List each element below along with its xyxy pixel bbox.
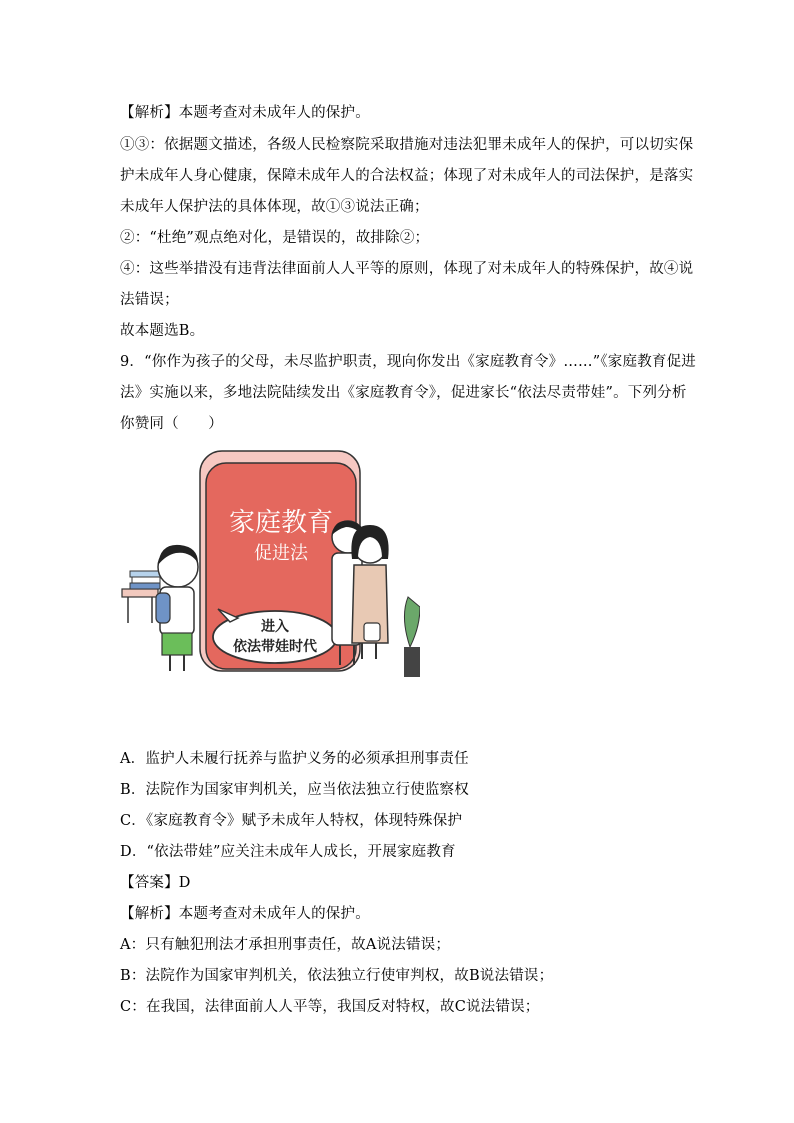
option-d: D．“依法带娃”应关注未成年人成长，开展家庭教育: [120, 844, 456, 860]
child-skirt: [162, 633, 192, 655]
question-stem-line: 法》实施以来，多地法院陆续发出《家庭教育令》，促进家长“依法尽责带娃”。下列分析: [120, 385, 687, 401]
answer-label: 【答案】D: [120, 875, 191, 891]
analysis-text-line: ①③：依据题文描述，各级人民检察院采取措施对违法犯罪未成年人的保护，可以切实保: [120, 137, 694, 153]
analysis-text-line: C：在我国，法律面前人人平等，我国反对特权，故C说法错误；: [120, 999, 540, 1015]
bubble-text-2: 依法带娃时代: [233, 639, 317, 655]
question-stem-line: 你赞同（ ）: [120, 416, 223, 432]
analysis-text-line: ④：这些举措没有违背法律面前人人平等的原则，体现了对未成年人的特殊保护，故④说: [120, 261, 694, 277]
book-title-1: 家庭教育: [228, 508, 334, 538]
analysis-text-line: A：只有触犯刑法才承担刑事责任，故A说法错误；: [120, 937, 451, 953]
analysis-text-line: ②：“杜绝”观点绝对化，是错误的，故排除②；: [120, 230, 430, 246]
plant-pot: [404, 647, 420, 677]
bubble-text-1: 进入: [261, 619, 289, 635]
family-education-illustration: [120, 447, 420, 685]
option-a: A．监护人未履行抚养与监护义务的必须承担刑事责任: [120, 751, 469, 767]
question-stem-line: 9．“你作为孩子的父母，未尽监护职责，现向你发出《家庭教育令》……”《家庭教育促进: [120, 354, 696, 370]
option-b: B．法院作为国家审判机关，应当依法独立行使监察权: [120, 782, 469, 798]
child-backpack: [156, 593, 170, 623]
option-c: C．《家庭教育令》赋予未成年人特权，体现特殊保护: [120, 813, 463, 829]
book-title-2: 促进法: [254, 543, 308, 564]
mother-bag: [364, 623, 380, 641]
side-table-top: [122, 589, 158, 597]
analysis-text-line: 未成年人保护法的具体体现，故①③说法正确；: [120, 199, 429, 215]
analysis-heading: 【解析】本题考查对未成年人的保护。: [120, 105, 370, 121]
analysis-heading: 【解析】本题考查对未成年人的保护。: [120, 906, 370, 922]
analysis-text-line: 护未成年人身心健康，保障未成年人的合法权益；体现了对未成年人的司法保护，是落实: [120, 168, 694, 184]
plant: [404, 597, 420, 647]
analysis-text-line: B：法院作为国家审判机关，依法独立行使审判权，故B说法错误；: [120, 968, 554, 984]
analysis-text-line: 法错误；: [120, 292, 179, 308]
analysis-conclusion: 故本题选B。: [120, 323, 205, 339]
